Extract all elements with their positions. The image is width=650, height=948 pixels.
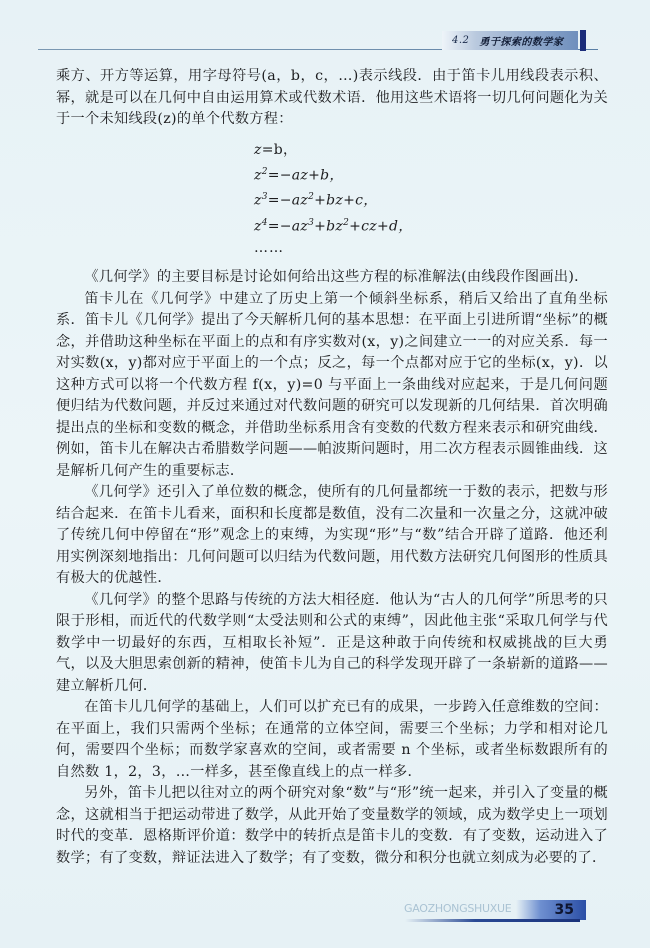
equation-2: $z^2=-az+b$， <box>254 166 344 184</box>
paragraph-dimensions: 在笛卡儿几何学的基础上，人们可以扩充已有的成果，一步跨入任意维数的空间：在平面上，我们只需两个坐标；在通常的立体空间，需要三个坐标；力学和相对论几何，需要四个坐标；而数学家喜欢的空间，或者需要 n 个坐标，或者坐标数跟所有的自然数 1，2，3，…一样多，甚至像直线上的点一样多． <box>56 699 608 780</box>
paragraph-unit-number: 《几何学》还引入了单位数的概念，使所有的几何量都统一于数的表示，把数与形结合起来．在笛卡儿看来，面积和长度都是数值，没有二次量和一次量之分，这就冲破了传统几何中停留在“形”观念上的束缚，为实现“形”与“数”结合开辟了道路．他还利用实例深刻地指出：几何问题可以归结为代数问题，用代数方法研究几何图形的性质具有极大的优越性． <box>56 484 608 587</box>
paragraph-approach: 《几何学》的整个思路与传统的方法大相径庭．他认为“古人的几何学”所思考的只限于形相，而近代的代数学则“太受法则和公式的束缚”，因此他主张“采取几何学与代数学中一切最好的东西，互相取长补短”．正是这种敢于向传统和权威挑战的巨大勇气，以及大胆思索创新的精神，使笛卡儿为自己的科学发现开辟了一条崭新的道路——建立解析几何． <box>56 591 608 694</box>
footer-rule <box>405 919 580 922</box>
section-header <box>442 31 578 50</box>
paragraph-intro: 乘方、开方等运算，用字母符号(a，b，c，…)表示线段．由于笛卡儿用线段表示积、幂，就是可以在几何中自由运用算术或代数术语．他用这些术语将一切几何问题化为关于一个未知线段(z)的单个代数方程： <box>56 68 608 127</box>
paragraph-goal: 《几何学》的主要目标是讨论如何给出这些方程的标准解法(由线段作图画出)． <box>84 269 589 286</box>
paragraph-coordinates: 笛卡儿在《几何学》中建立了历史上第一个倾斜坐标系，稍后又给出了直角坐标系．笛卡儿《几何学》提出了今天解析几何的基本思想：在平面上引进所谓“坐标”的概念，并借助这种坐标在平面上的点和有序实数对(x，y)之间建立一一的对应关系．每一对实数(x，y)都对应于平面上的一个点；反之，每一个点都对应于它的坐标(x，y)．以这种方式可以将一个代数方程 f(x，y)=0 与平面上一条曲线对应起来，于是几何问题便归结为代数问题，并反过来通过对代数问题的研究可以发现新的几何结果．首次明确提出点的坐标和变数的概念，并借助坐标系用含有变数的代数方程来表示和研究曲线．例如，笛卡儿在解决古希腊数学问题——帕波斯问题时，用二次方程表示圆锥曲线．这是解析几何产生的重要标志． <box>56 290 608 479</box>
paragraph-variables: 另外，笛卡儿把以往对立的两个研究对象“数”与“形”统一起来，并引入了变量的概念，这就相当于把运动带进了数学，从此开始了变量数学的领域，成为数学史上一项划时代的变革．恩格斯评价道：数学中的转折点是笛卡儿的变数．有了变数，运动进入了数学；有了变数，辩证法进入了数学；有了变数，微分和积分也就立刻成为必要的了． <box>56 785 608 866</box>
page-number: 35 <box>516 900 586 920</box>
section-number: 4.2 <box>452 35 470 46</box>
equation-ellipsis: …… <box>254 240 284 257</box>
equation-1: z=b， <box>254 141 298 158</box>
equation-3: $z^3=-az^2+bz+c$， <box>254 192 378 209</box>
header-accent-block <box>580 30 586 51</box>
section-title: 勇于探索的数学家 <box>479 37 564 48</box>
footer-brand: GAOZHONGSHUXUE <box>404 902 512 915</box>
page-content <box>56 66 608 869</box>
equation-block <box>254 139 608 260</box>
equation-4: $z^4=-az^3+bz^2+cz+d$， <box>254 217 413 235</box>
